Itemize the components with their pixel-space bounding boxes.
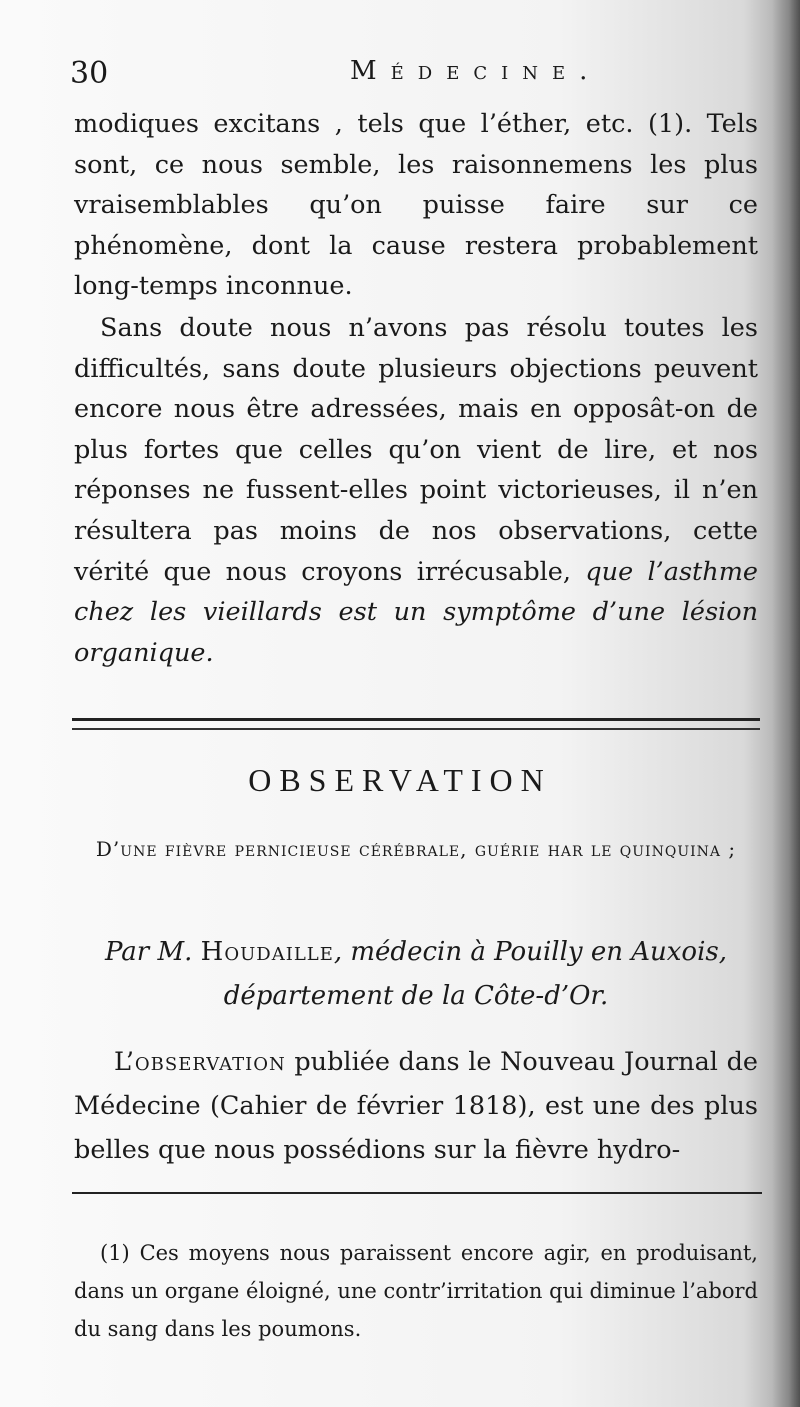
- observation-title: OBSERVATION: [248, 762, 552, 798]
- author-name: Houdaille: [200, 937, 334, 967]
- author-affiliation: , médecin à Pouilly en Auxois, département de la Côte-d’Or.: [223, 937, 728, 1011]
- running-header: [70, 50, 760, 90]
- paragraph-3-text: publiée dans le Nouveau Journal de Médecine (Cahier de février 1818), est une des plus belles que nous possédions sur la fièvre hydro-: [74, 1047, 758, 1165]
- paragraph-3: [74, 1040, 758, 1172]
- paragraph-3-lead: L’observation: [114, 1047, 286, 1077]
- observation-subtitle: D’une fièvre pernicieuse cérébrale, guérie har le quinquina ;: [95, 837, 737, 861]
- running-title: Médecine.: [350, 56, 602, 86]
- author-line: [74, 930, 758, 1018]
- footnote-divider: [72, 1192, 762, 1194]
- paragraph-1: modiques excitans , tels que l’éther, etc. (1). Tels sont, ce nous semble, les raisonnemens les plus vraisemblables qu’on puisse faire sur ce phénomène, dont la cause restera probablement long-temps inconnue.: [74, 109, 758, 302]
- page-number: 30: [70, 56, 109, 91]
- paragraph-2: [74, 308, 758, 673]
- author-by: Par M.: [104, 937, 193, 967]
- page-gutter-shadow: [772, 0, 800, 1407]
- section-divider: [72, 718, 760, 730]
- footnote: (1) Ces moyens nous paraissent encore agir, en produisant, dans un organe éloigné, une contr’irritation qui diminue l’abord du sang dans les poumons.: [74, 1241, 758, 1341]
- paragraph-2-italic: que l’asthme chez les vieillards est un symptôme d’une lésion organique.: [74, 556, 759, 668]
- paragraph-2-text: Sans doute nous n’avons pas résolu toutes les difficultés, sans doute plusieurs objections peuvent encore nous être adressées, mais en opposât-on de plus fortes que celles qu’on vient de lire, et nos réponses ne fussent-elles point victorieuses, il n’en résultera pas moins de nos observations, cette vérité que nous croyons irrécusable,: [74, 313, 758, 587]
